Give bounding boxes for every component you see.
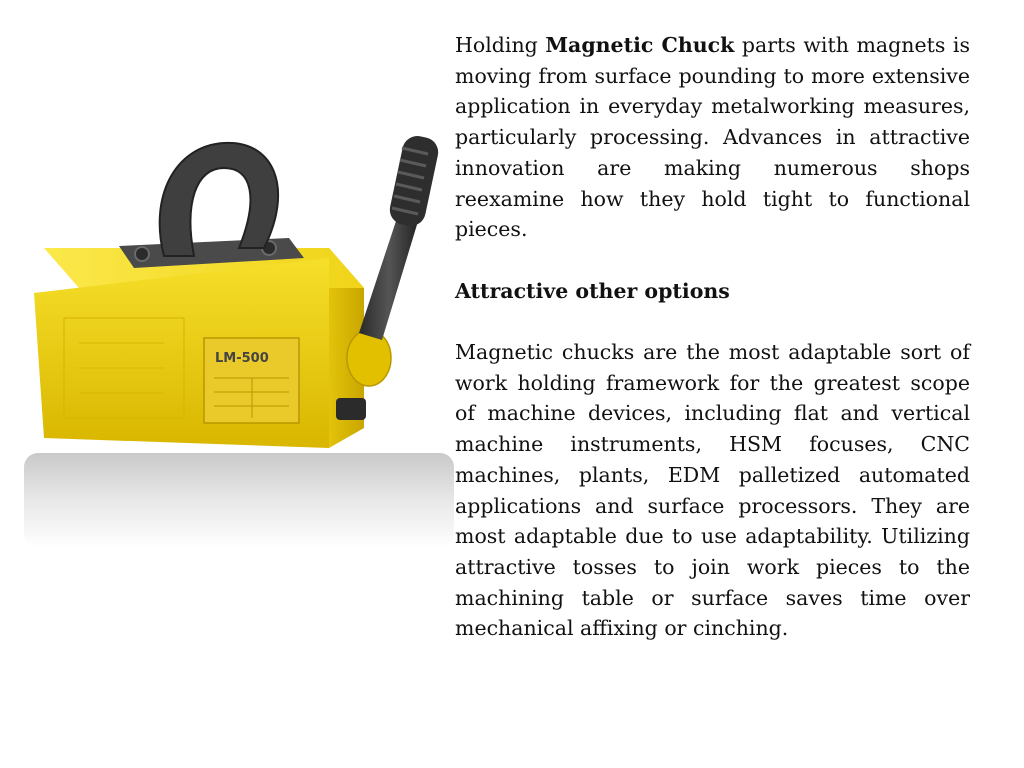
body-paragraph: Magnetic chucks are the most adaptable sort of work holding framework for the greatest scope of machine devices, including flat and vertical machine instruments, HSM focuses, CNC machines, plants, EDM palletized automated applications and surface processors. They are most adaptable due to use adaptability. Utilizing attractive tosses to join work pieces to the machining table or surface saves time over mechanical affixing or cinching.	[455, 340, 970, 641]
article-text	[455, 30, 970, 644]
reflection-base	[24, 453, 454, 548]
magnetic-lifter-illustration	[24, 128, 454, 548]
section-heading: Attractive other options	[455, 278, 730, 303]
intro-lead: Holding	[455, 33, 538, 57]
intro-rest: parts with magnets is moving from surface pounding to more extensive application in everyday metalworking measures, particularly processing. Advances in attractive innovation are making numerous shops reexamine how they hold tight to functional pieces.	[455, 33, 970, 242]
intro-bold-term: Magnetic Chuck	[545, 33, 735, 57]
intro-paragraph	[455, 30, 970, 245]
magnetic-lifter-image	[24, 128, 454, 548]
pivot-shaft	[336, 398, 366, 420]
pivot-housing	[347, 330, 391, 386]
bolt-left	[135, 247, 149, 261]
model-label: LM-500	[215, 351, 269, 366]
handle-lever	[359, 212, 419, 340]
lifting-eye	[160, 143, 278, 256]
handle-grip	[387, 133, 441, 229]
